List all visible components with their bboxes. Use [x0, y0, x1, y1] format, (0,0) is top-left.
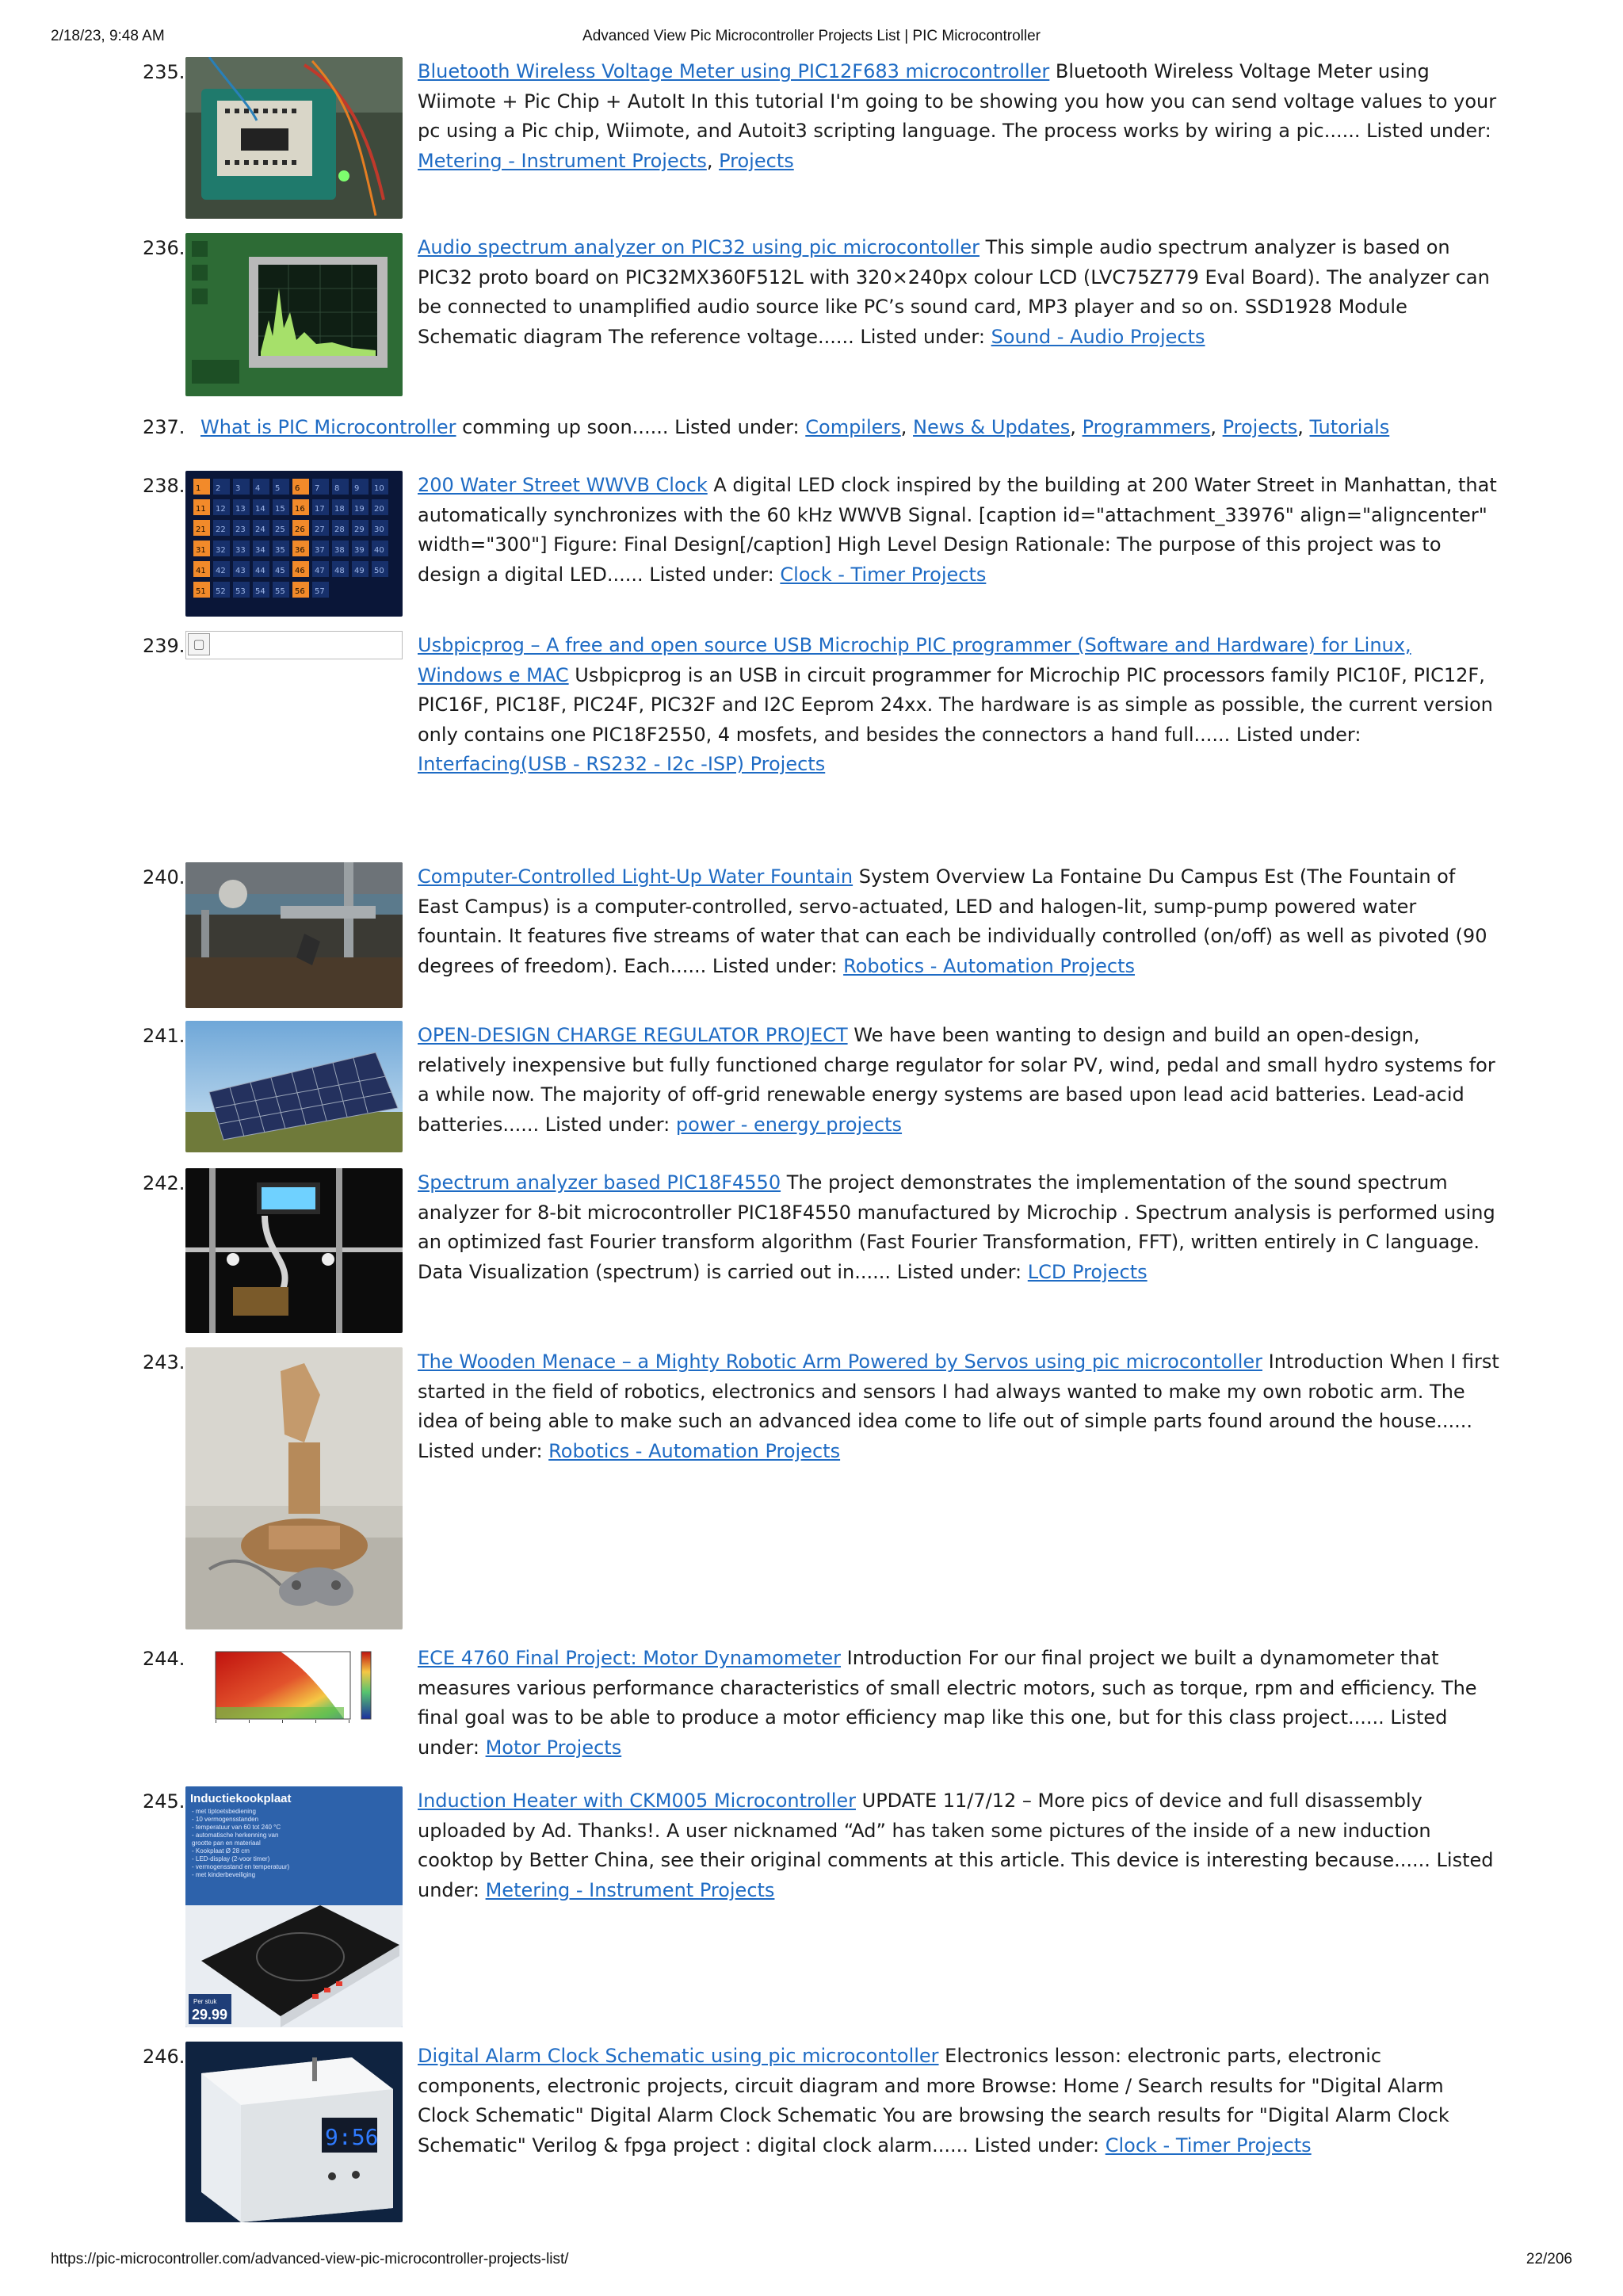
led-number: 47: [315, 567, 325, 575]
induction-cooktop-ad: [185, 1786, 403, 2027]
led-number: 26: [295, 525, 305, 534]
item-description: [418, 862, 1500, 981]
category-link[interactable]: Metering - Instrument Projects: [485, 1878, 775, 1901]
led-number: 14: [255, 505, 265, 514]
item-description: [418, 1168, 1500, 1287]
project-thumbnail[interactable]: [185, 1347, 403, 1629]
category-link[interactable]: Robotics - Automation Projects: [843, 954, 1136, 977]
item-summary: System Overview La Fontaine Du Campus Est (The Fountain of East Campus) is a computer-controlled, servo-actuated, LED and halogen-lit, sump-pump powered water fountain. It features five streams of water that can each be individually controlled (on/off) as well as pivoted (90 degrees of freedom). Each...... Listed under:: [418, 865, 1487, 977]
ad-bullet-text: grootte pan en materiaal: [192, 1839, 261, 1847]
ad-bullet-text: - temperatuur van 60 tot 240 °C: [192, 1824, 281, 1831]
category-link[interactable]: Tutorials: [1309, 416, 1390, 438]
led-number: 41: [196, 567, 206, 575]
led-number: 38: [334, 546, 345, 555]
category-link[interactable]: Robotics - Automation Projects: [548, 1439, 841, 1462]
led-number: 23: [235, 525, 246, 534]
item-summary: A digital LED clock inspired by the building at 200 Water Street in Manhattan, that automatically synchronizes with the 60 kHz WWVB Signal. [caption id="attachment_33976" align="aligncenter" width="300"] Figure: Final Design[/caption] High Level Design Rationale: The purpose of this project was to design a digital LED...... Listed under:: [418, 474, 1497, 586]
led-number: 50: [374, 567, 384, 575]
led-number: 56: [295, 587, 305, 596]
project-thumbnail[interactable]: [185, 862, 403, 1008]
item-summary: The project demonstrates the implementation of the sound spectrum analyzer for 8-bit microcontroller PIC18F4550 manufactured by Microchip . Spectrum analysis is performed using an optimized fast Fourier transform algorithm (Fast Fourier Transformation, FFT), written entirely in C language. Data Visualization (spectrum) is carried out in...... Listed under:: [418, 1171, 1495, 1283]
category-link[interactable]: News & Updates: [913, 416, 1071, 438]
led-number: 21: [196, 525, 206, 534]
led-number: 46: [295, 567, 305, 575]
category-link[interactable]: power - energy projects: [675, 1113, 903, 1136]
item-description: [418, 631, 1500, 780]
led-number: 20: [374, 505, 384, 514]
spectrum-board-photo: [185, 1168, 403, 1333]
led-number: 42: [216, 567, 226, 575]
category-link[interactable]: Compilers: [805, 416, 901, 438]
led-number: 51: [196, 587, 206, 596]
led-number: 16: [295, 505, 305, 514]
led-number: 39: [354, 546, 365, 555]
project-title-link[interactable]: ECE 4760 Final Project: Motor Dynamometer: [418, 1647, 842, 1669]
item-number: 238.: [143, 475, 185, 497]
led-number: 12: [216, 505, 226, 514]
item-number: 241.: [143, 1025, 185, 1047]
project-title-link[interactable]: Induction Heater with CKM005 Microcontroller: [418, 1790, 856, 1812]
led-number: 11: [196, 505, 206, 514]
led-number: 35: [275, 546, 285, 555]
clock-digits: 9:56: [325, 2124, 379, 2150]
led-clock-photo: [185, 471, 403, 617]
page-title: Advanced View Pic Microcontroller Projects List | PIC Microcontroller: [582, 28, 1041, 44]
project-title-link[interactable]: Computer-Controlled Light-Up Water Fountain: [418, 865, 854, 888]
led-number: 27: [315, 525, 325, 534]
led-number: 7: [315, 484, 320, 493]
efficiency-map-image: [185, 1644, 403, 1734]
project-thumbnail[interactable]: [185, 471, 403, 617]
item-summary: comming up soon...... Listed under:: [456, 416, 806, 438]
category-link[interactable]: Clock - Timer Projects: [780, 563, 987, 586]
item-description: [418, 1021, 1500, 1140]
project-thumbnail[interactable]: [185, 1644, 403, 1734]
project-title-link[interactable]: Digital Alarm Clock Schematic using pic microcontoller: [418, 2045, 939, 2067]
category-link[interactable]: Programmers: [1082, 416, 1211, 438]
water-fountain-photo: [185, 862, 403, 1008]
project-thumbnail[interactable]: [185, 57, 403, 219]
led-number: 33: [235, 546, 246, 555]
led-number: 55: [275, 587, 285, 596]
item-number: 242.: [143, 1172, 185, 1194]
project-title-link[interactable]: Spectrum analyzer based PIC18F4550: [418, 1171, 781, 1194]
item-summary: Electronics lesson: electronic parts, electronic components, electronic projects, circuit diagram and more Browse: Home / Search results for "Digital Alarm Clock Schematic" Digital Alarm Clock Schematic You are browsing the search results for "Digital Alarm Clock Schematic" Verilog & fpga project : digital clock alarm...... Listed under:: [418, 2045, 1449, 2157]
price-label: Per stuk: [193, 1998, 217, 2005]
price-value: 29.99: [192, 2007, 228, 2023]
project-thumbnail[interactable]: [185, 1168, 403, 1333]
led-number: 25: [275, 525, 285, 534]
item-description: [418, 1786, 1500, 1905]
item-summary: Bluetooth Wireless Voltage Meter using Wiimote + Pic Chip + AutoIt In this tutorial I'm going to be showing you how you can send voltage values to your pc using a Pic chip, Wiimote, and Autoit3 scripting language. The process works by wiring a pic...... Listed under:: [418, 60, 1497, 143]
item-description: [418, 471, 1500, 590]
alarm-clock-photo: [185, 2042, 403, 2222]
led-number: 37: [315, 546, 325, 555]
item-description: [418, 1347, 1500, 1466]
item-summary: UPDATE 11/7/12 – More pics of device and full disassembly uploaded by Ad. Thanks!. A user nicknamed “Ad” has taken some pictures of the inside of a new induction cooktop by Better China, see their original comments at this article. This device is interesting because...... Listed under:: [418, 1790, 1494, 1901]
project-title-link[interactable]: Audio spectrum analyzer on PIC32 using pic microcontoller: [418, 236, 980, 258]
led-number: 29: [354, 525, 365, 534]
project-title-link[interactable]: Bluetooth Wireless Voltage Meter using PIC12F683 microcontroller: [418, 60, 1050, 82]
led-number: 31: [196, 546, 206, 555]
led-number: 44: [255, 567, 265, 575]
ad-bullet-text: - vermogensstand en temperatuur): [192, 1863, 290, 1870]
category-link[interactable]: Interfacing(USB - RS232 - I2c -ISP) Projects: [418, 753, 826, 776]
led-number: 1: [196, 484, 201, 493]
led-number: 52: [216, 587, 226, 596]
item-number: 244.: [143, 1648, 185, 1670]
category-link[interactable]: Sound - Audio Projects: [991, 325, 1205, 348]
item-description: [418, 233, 1500, 352]
item-description: What is PIC Microcontroller comming up soon...... Listed under: Compilers, News & Updates, Programmers, Projects, Tutorials: [200, 416, 1390, 438]
solar-panels-photo: [185, 1021, 403, 1152]
led-number: 28: [334, 525, 345, 534]
led-number: 17: [315, 505, 325, 514]
led-number: 9: [354, 484, 360, 493]
ad-bullet-text: - automatische herkenning van: [192, 1832, 279, 1839]
led-number: 53: [235, 587, 246, 596]
led-number: 49: [354, 567, 365, 575]
led-number: 6: [295, 484, 300, 493]
project-title-link[interactable]: Usbpicprog – A free and open source USB Microchip PIC programmer (Software and Hardware) for Linux, Windows e MAC: [418, 634, 1411, 686]
item-summary: We have been wanting to design and build an open-design, relatively inexpensive but fully functioned charge regulator for solar PV, wind, pedal and small hydro systems for a while now. The majority of off-grid renewable energy systems are based upon lead acid batteries. Lead-acid batteries...... Listed under:: [418, 1024, 1495, 1136]
led-number: 30: [374, 525, 384, 534]
led-number: 13: [235, 505, 246, 514]
item-number: 239.: [143, 635, 185, 657]
item-number: 243.: [143, 1351, 185, 1373]
print-datetime: 2/18/23, 9:48 AM: [51, 28, 165, 44]
led-number: 15: [275, 505, 285, 514]
category-link[interactable]: LCD Projects: [1027, 1260, 1148, 1283]
project-title-link[interactable]: 200 Water Street WWVB Clock: [418, 474, 708, 496]
led-number: 19: [354, 505, 365, 514]
ad-heading: Inductiekookplaat: [190, 1792, 292, 1805]
ad-bullet-text: - 10 vermogensstanden: [192, 1816, 259, 1823]
led-number: 3: [235, 484, 241, 493]
item-summary: This simple audio spectrum analyzer is based on PIC32 proto board on PIC32MX360F512L with 320×240px colour LCD (LVC75Z779 Eval Board). The analyzer can be connected to unamplified audio source like PC’s sound card, MP3 player and so on. SSD1928 Module Schematic diagram The reference voltage...... Listed under:: [418, 236, 1490, 348]
project-thumbnail[interactable]: [185, 1786, 403, 2027]
project-title-link[interactable]: The Wooden Menace – a Mighty Robotic Arm Powered by Servos using pic microcontoller: [418, 1350, 1262, 1373]
led-number: 5: [275, 484, 281, 493]
item-number: 240.: [143, 866, 185, 888]
led-number: 18: [334, 505, 345, 514]
item-summary: Usbpicprog is an USB in circuit programmer for Microchip PIC processors family PIC10F, PIC12F, PIC16F, PIC18F, PIC24F, PIC32F and I2C Eeprom 24xx. The hardware is as simple as possible, the current version only contains one PIC18F2550, 4 mosfets, and besides the connectors a hand full...... Listed under:: [418, 663, 1493, 746]
led-number: 32: [216, 546, 226, 555]
item-number: 237.: [143, 416, 185, 438]
item-summary: Introduction When I first started in the field of robotics, electronics and sensors I had always wanted to make my own robotic arm. The idea of being able to make such an advanced idea come to life out of simple parts found around the house...... Listed under:: [418, 1350, 1499, 1462]
robotic-arm-photo: [185, 1347, 403, 1629]
led-number: 43: [235, 567, 246, 575]
project-thumbnail[interactable]: [185, 1021, 403, 1152]
led-number: 24: [255, 525, 265, 534]
led-number: 48: [334, 567, 345, 575]
ad-bullet-text: - Kookplaat Ø 28 cm: [192, 1847, 250, 1855]
item-number: 246.: [143, 2046, 185, 2068]
item-description: Bluetooth Wireless Voltage Meter using PIC12F683 microcontroller Bluetooth Wireless Voltage Meter using Wiimote + Pic Chip + AutoIt In this tutorial I'm going to be showing you how you can send voltage values to your pc using a Pic chip, Wiimote, and Autoit3 scripting language. The process works by wiring a pic...... Listed under: Metering - Instrument Projects, Projects: [418, 60, 1497, 172]
broken-image-icon: ▢: [185, 631, 403, 659]
led-number: 4: [255, 484, 261, 493]
item-summary: Introduction For our final project we built a dynamometer that measures various performance characteristics of small electric motors, such as torque, rpm and efficiency. The final goal was to be able to produce a motor efficiency map like this one, but for this class project...... Listed under:: [418, 1647, 1477, 1759]
led-number: 34: [255, 546, 265, 555]
item-description: [418, 1644, 1500, 1763]
page-footer: [0, 2251, 1623, 2270]
ad-bullet-text: - LED-display (2-voor timer): [192, 1855, 270, 1862]
breadboard-photo: [185, 57, 403, 219]
project-title-link[interactable]: OPEN-DESIGN CHARGE REGULATOR PROJECT: [418, 1024, 848, 1046]
project-title-link[interactable]: What is PIC Microcontroller: [200, 416, 456, 438]
led-number: 22: [216, 525, 226, 534]
led-number: 2: [216, 484, 221, 493]
led-number: 40: [374, 546, 384, 555]
page-url: https://pic-microcontroller.com/advanced-view-pic-microcontroller-projects-list/: [51, 2251, 569, 2267]
project-thumbnail[interactable]: [185, 233, 403, 396]
category-link[interactable]: Metering - Instrument Projects: [418, 149, 707, 172]
ad-bullet-text: - met kinderbeveiliging: [192, 1871, 256, 1878]
led-number: 57: [315, 587, 325, 596]
category-link[interactable]: Motor Projects: [485, 1736, 622, 1759]
category-link[interactable]: Clock - Timer Projects: [1105, 2134, 1312, 2157]
item-description: [418, 2042, 1500, 2160]
led-number: 45: [275, 567, 285, 575]
project-thumbnail[interactable]: [185, 2042, 403, 2222]
item-number: 236.: [143, 237, 185, 259]
led-number: 8: [334, 484, 340, 493]
page-number: 22/206: [1526, 2251, 1572, 2267]
spectrum-analyzer-photo: [185, 233, 403, 396]
item-number: 245.: [143, 1790, 185, 1813]
led-number: 10: [374, 484, 384, 493]
item-number: 235.: [143, 61, 185, 83]
category-link[interactable]: Projects: [1222, 416, 1298, 438]
category-link[interactable]: Projects: [719, 149, 794, 172]
ad-bullet-text: - met tiptoetsbediening: [192, 1808, 256, 1815]
led-number: 36: [295, 546, 305, 555]
led-number: 54: [255, 587, 265, 596]
